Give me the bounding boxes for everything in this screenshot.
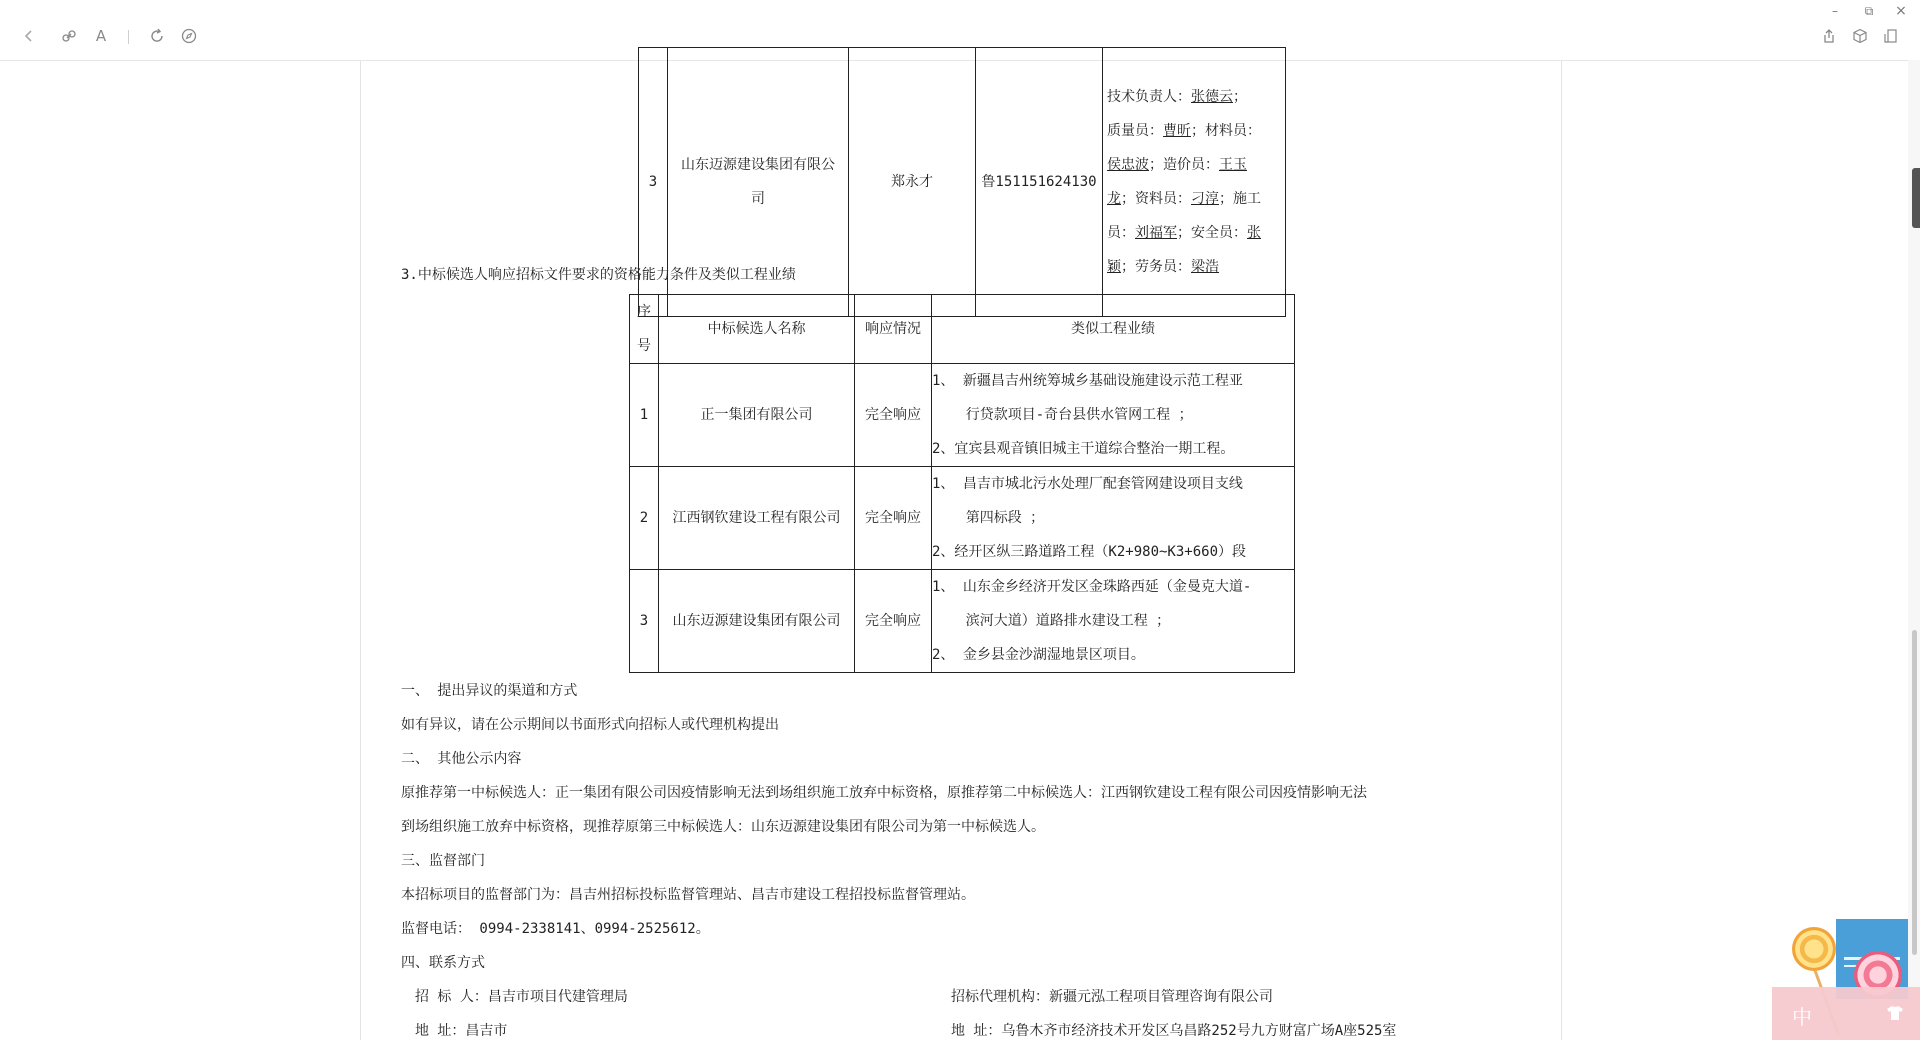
company-line: 司 xyxy=(751,191,765,207)
section-other-body-2: 到场组织施工放弃中标资格，现推荐原第三中标候选人：山东迈源建设集团有限公司为第一中标候选人。 xyxy=(401,819,1045,835)
performance-line: 行贷款项目-奇台县供水管网工程 ； xyxy=(932,407,1193,423)
staff-name: 张 xyxy=(1247,225,1261,241)
header-no-line: 号 xyxy=(637,338,651,354)
document-page xyxy=(360,61,1562,1040)
staff-lines xyxy=(1103,80,1285,284)
table-body xyxy=(630,364,1295,673)
cell-no: 1 xyxy=(630,364,659,467)
staff-text: 质量员： xyxy=(1107,123,1163,139)
section-contact-title: 四、联系方式 xyxy=(401,955,485,971)
back-icon[interactable] xyxy=(18,25,40,47)
cell-response: 完全响应 xyxy=(855,364,932,467)
cell-name: 正一集团有限公司 xyxy=(659,364,855,467)
cell-no: 2 xyxy=(630,467,659,570)
section-other-title: 二、 其他公示内容 xyxy=(401,751,522,767)
header-performance: 类似工程业绩 xyxy=(932,295,1295,364)
section-other-body-1: 原推荐第一中标候选人：正一集团有限公司因疫情影响无法到场组织施工放弃中标资格，原推荐第二中标候选人：江西钢钦建设工程有限公司因疫情影响无法 xyxy=(401,785,1367,801)
header-name: 中标候选人名称 xyxy=(659,295,855,364)
shirt-icon[interactable] xyxy=(1886,1005,1904,1025)
close-icon[interactable]: × xyxy=(1895,3,1907,19)
cell-performance xyxy=(932,364,1295,467)
section-supervision-title: 三、监督部门 xyxy=(401,853,485,869)
section-objection-body: 如有异议，请在公示期间以书面形式向招标人或代理机构提出 xyxy=(401,717,779,733)
staff-text: 技术负责人： xyxy=(1107,89,1191,105)
staff-text: ；施工 xyxy=(1219,191,1261,207)
cell-no: 3 xyxy=(630,570,659,673)
share-icon[interactable] xyxy=(1818,25,1840,47)
section-supervision-phone: 监督电话： 0994-2338141、0994-2525612。 xyxy=(401,921,710,937)
table-header-row xyxy=(630,295,1295,364)
section-objection-title: 一、 提出异议的渠道和方式 xyxy=(401,683,578,699)
contact-tenderer-address: 地 址：昌吉市 xyxy=(415,1023,508,1039)
compass-icon[interactable] xyxy=(178,25,200,47)
staff-line xyxy=(1103,216,1285,250)
cell-performance xyxy=(932,467,1295,570)
section-supervision-body: 本招标项目的监督部门为：昌吉州招标投标监督管理站、昌吉市建设工程招投标监督管理站。 xyxy=(401,887,975,903)
cell-response: 完全响应 xyxy=(855,467,932,570)
staff-line xyxy=(1103,148,1285,182)
lollipop-icon xyxy=(1792,927,1836,971)
document-content xyxy=(361,61,1561,1040)
staff-line xyxy=(1103,80,1285,114)
cell-name: 山东迈源建设集团有限公司 xyxy=(659,570,855,673)
performance-line: 2、宜宾县观音镇旧城主干道综合整治一期工程。 xyxy=(932,441,1235,457)
performance-line: 1、 昌吉市城北污水处理厂配套管网建设项目支线 xyxy=(932,476,1243,492)
staff-text: ；资料员： xyxy=(1121,191,1191,207)
staff-text: ；安全员： xyxy=(1177,225,1247,241)
cube-icon[interactable] xyxy=(1849,25,1871,47)
cell-staff xyxy=(1103,48,1286,317)
staff-name: 曹昕 xyxy=(1163,123,1191,139)
staff-text: ； xyxy=(1233,89,1247,105)
staff-name: 刘福军 xyxy=(1135,225,1177,241)
contact-agency: 招标代理机构：新疆元泓工程项目管理咨询有限公司 xyxy=(951,989,1273,1005)
cell-cert: 鲁151151624130 xyxy=(976,48,1103,317)
cell-name: 江西钢钦建设工程有限公司 xyxy=(659,467,855,570)
link-icon[interactable] xyxy=(58,25,80,47)
contact-tenderer: 招 标 人：昌吉市项目代建管理局 xyxy=(415,989,628,1005)
refresh-icon[interactable] xyxy=(146,25,168,47)
cell-person: 郑永才 xyxy=(849,48,976,317)
staff-name: 张德云 xyxy=(1191,89,1233,105)
staff-name: 王玉 xyxy=(1219,157,1247,173)
restore-icon[interactable]: ⧉ xyxy=(1864,4,1874,18)
staff-name: 龙 xyxy=(1107,191,1121,207)
performance-line: 滨河大道）道路排水建设工程 ； xyxy=(932,613,1171,629)
scrollbar-thumb[interactable] xyxy=(1912,630,1917,955)
reader-icon[interactable] xyxy=(1880,25,1902,47)
performance-line: 1、 山东金乡经济开发区金珠路西延（金曼克大道- xyxy=(932,579,1252,595)
staff-line xyxy=(1103,114,1285,148)
floating-widget[interactable] xyxy=(1772,915,1920,1040)
header-response: 响应情况 xyxy=(855,295,932,364)
side-panel-handle[interactable] xyxy=(1912,168,1920,228)
performance-line: 第四标段 ； xyxy=(932,510,1045,526)
staff-text: ；劳务员： xyxy=(1121,259,1191,275)
table-row xyxy=(630,364,1295,467)
font-icon[interactable]: A xyxy=(95,26,107,45)
minimize-icon[interactable]: – xyxy=(1832,4,1838,18)
staff-text: ；材料员： xyxy=(1191,123,1261,139)
table-row xyxy=(630,467,1295,570)
staff-name: 侯忠波 xyxy=(1107,157,1149,173)
ime-chinese-toggle[interactable]: 中 xyxy=(1792,1005,1812,1029)
performance-line: 2、经开区纵三路道路工程（K2+980~K3+660）段 xyxy=(932,544,1247,560)
toolbar-divider xyxy=(128,30,129,44)
staff-name: 颖 xyxy=(1107,259,1121,275)
staff-name: 梁浩 xyxy=(1191,259,1219,275)
table-row xyxy=(630,570,1295,673)
contact-agency-address: 地 址：乌鲁木齐市经济技术开发区乌昌路252号九方财富广场A座525室 xyxy=(951,1023,1397,1039)
staff-text: ；造价员： xyxy=(1149,157,1219,173)
section-3-title: 3.中标候选人响应招标文件要求的资格能力条件及类似工程业绩 xyxy=(401,267,796,283)
cell-no: 3 xyxy=(639,48,668,317)
document-viewport xyxy=(0,61,1920,1040)
staff-line xyxy=(1103,250,1285,284)
staff-name: 刁淳 xyxy=(1191,191,1219,207)
header-no-line: 序 xyxy=(637,304,651,320)
performance-line: 1、 新疆昌吉州统筹城乡基础设施建设示范工程亚 xyxy=(932,373,1243,389)
staff-line xyxy=(1103,182,1285,216)
cell-performance xyxy=(932,570,1295,673)
table-qualifications xyxy=(629,294,1295,673)
cell-response: 完全响应 xyxy=(855,570,932,673)
header-no xyxy=(630,295,659,364)
performance-line: 2、 金乡县金沙湖湿地景区项目。 xyxy=(932,647,1145,663)
staff-text: 员： xyxy=(1107,225,1135,241)
company-line: 山东迈源建设集团有限公 xyxy=(681,157,835,173)
